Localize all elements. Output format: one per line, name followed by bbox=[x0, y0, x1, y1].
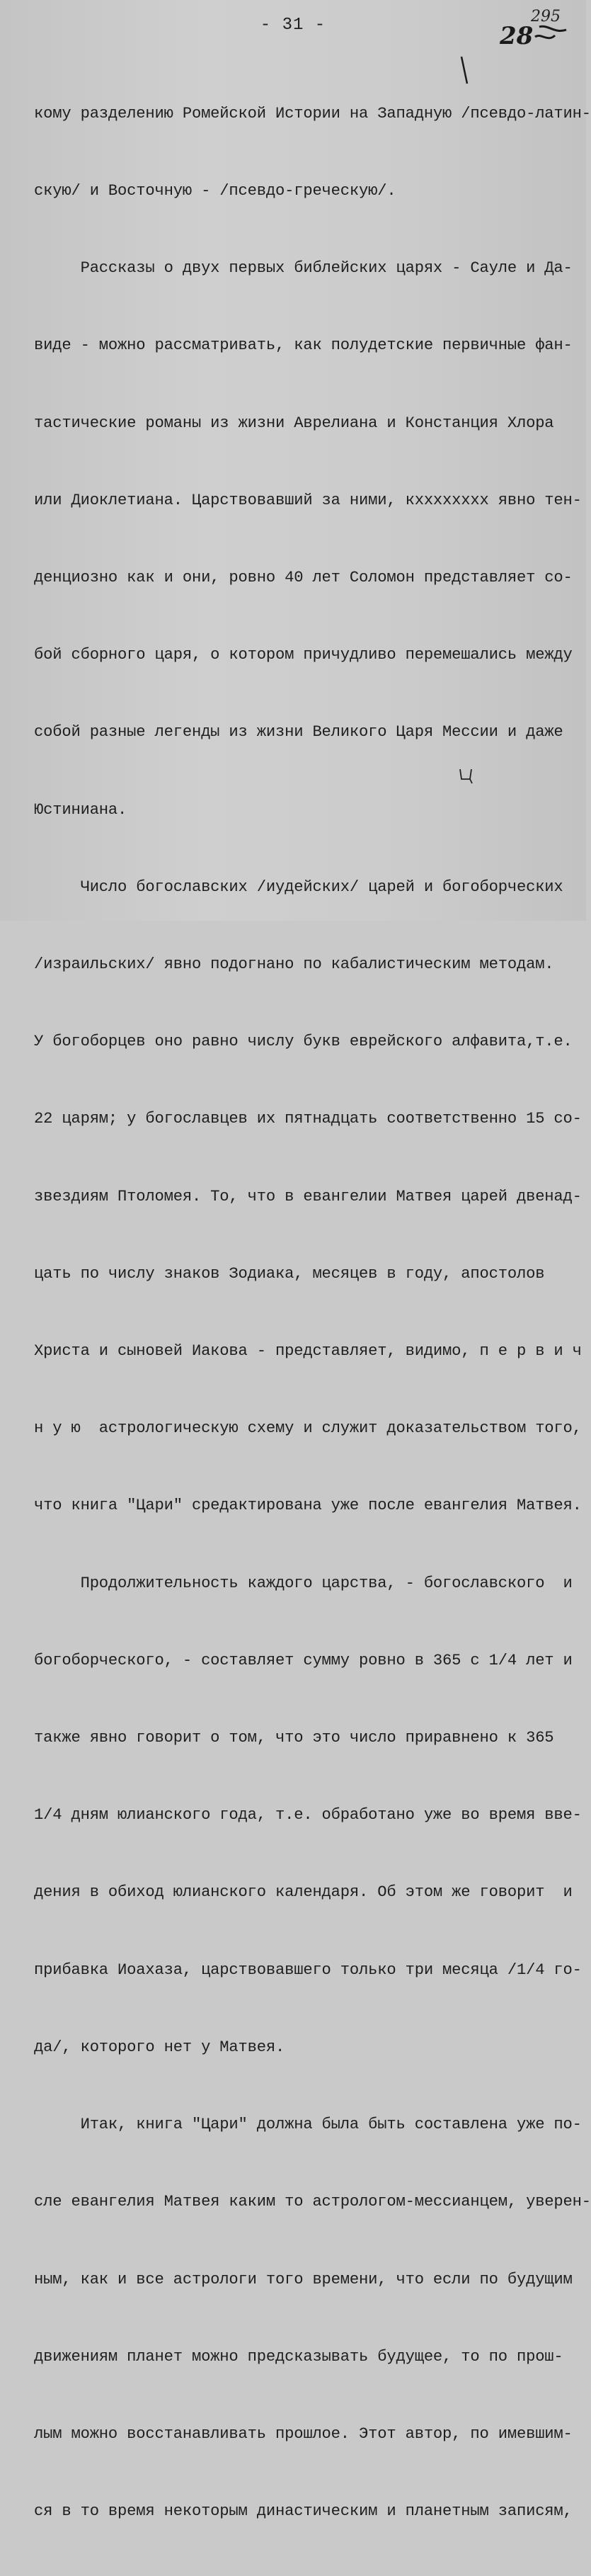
text-line: кому разделению Ромейской Истории на Западную /псевдо-латин- bbox=[34, 104, 591, 123]
text-line: сле евангелия Матвея каким то астрологом-мессианцем, уверен- bbox=[34, 2193, 591, 2211]
text-line: ся в то время некоторым династическим и планетным записям, bbox=[34, 2502, 573, 2521]
text-line: Продолжительность каждого царства, - богославского и bbox=[34, 1574, 573, 1592]
text-line: денциозно как и они, ровно 40 лет Соломон представляет со- bbox=[34, 569, 573, 587]
text-line: виде - можно рассматривать, как полудетские первичные фан- bbox=[34, 336, 573, 355]
text-line: или Диоклетиана. Царствовавший за ними, кхххххххх явно тен- bbox=[34, 491, 582, 509]
text-line: звездиям Птоломея. То, что в евангелии Матвея царей двенад- bbox=[34, 1187, 582, 1205]
text-line: Число богославских /иудейских/ царей и богоборческих bbox=[34, 878, 563, 896]
text-line: прибавка Иоахаза, царствовавшего только три месяца /1/4 го- bbox=[34, 1961, 582, 1979]
handwritten-archive-number bbox=[498, 6, 576, 48]
text-line: Рассказы о двух первых библейских царях - Сауле и Да- bbox=[34, 259, 573, 278]
text-line: лым можно восстанавливать прошлое. Этот автор, по имевшим- bbox=[34, 2424, 573, 2443]
text-line: дения в обиход юлианского календаря. Об этом же говорит и bbox=[34, 1883, 573, 1902]
page-number: - 31 - bbox=[260, 16, 326, 35]
svg-text:295: 295 bbox=[531, 8, 561, 25]
text-line: что книга "Цари" средактирована уже после евангелия Матвея. bbox=[34, 1497, 582, 1515]
text-line: бой сборного царя, о котором причудливо перемешались между bbox=[34, 646, 573, 664]
text-line: тастические романы из жизни Аврелиана и Констанция Хлора bbox=[34, 414, 554, 432]
text-line: ным, как и все астрологи того времени, что если по будущим bbox=[34, 2270, 573, 2288]
text-line: движениям планет можно предсказывать будущее, то по прош- bbox=[34, 2347, 563, 2366]
text-line: 1/4 дням юлианского года, т.е. обработано уже во время вве- bbox=[34, 1806, 582, 1825]
svg-text:28: 28 bbox=[500, 22, 534, 50]
text-line: /израильских/ явно подогнано по кабалистическим методам. bbox=[34, 955, 554, 974]
text-line: цать по числу знаков Зодиака, месяцев в году, апостолов bbox=[34, 1264, 545, 1283]
text-line: н у ю астрологическую схему и служит доказательством того, bbox=[34, 1419, 582, 1438]
text-line: также явно говорит о том, что это число приравнено к 365 bbox=[34, 1729, 554, 1747]
text-line: скую/ и Восточную - /псевдо-греческую/. bbox=[34, 182, 396, 200]
text-line: Юстиниана. bbox=[34, 800, 127, 819]
typewritten-body bbox=[34, 50, 591, 2576]
text-line: да/, которого нет у Матвея. bbox=[34, 2038, 285, 2056]
text-line: Итак, книга "Цари" должна была быть составлена уже по- bbox=[34, 2116, 582, 2134]
text-line: 22 царям; у богославцев их пятнадцать соответственно 15 со- bbox=[34, 1110, 582, 1128]
text-line: собой разные легенды из жизни Великого Царя Мессии и даже bbox=[34, 723, 563, 742]
text-line: У богоборцев оно равно числу букв еврейского алфавита,т.е. bbox=[34, 1033, 573, 1051]
text-line: богоборческого, - составляет сумму ровно в 365 с 1/4 лет и bbox=[34, 1651, 573, 1669]
text-line: Христа и сыновей Иакова - представляет, видимо, п е р в и ч bbox=[34, 1342, 582, 1361]
